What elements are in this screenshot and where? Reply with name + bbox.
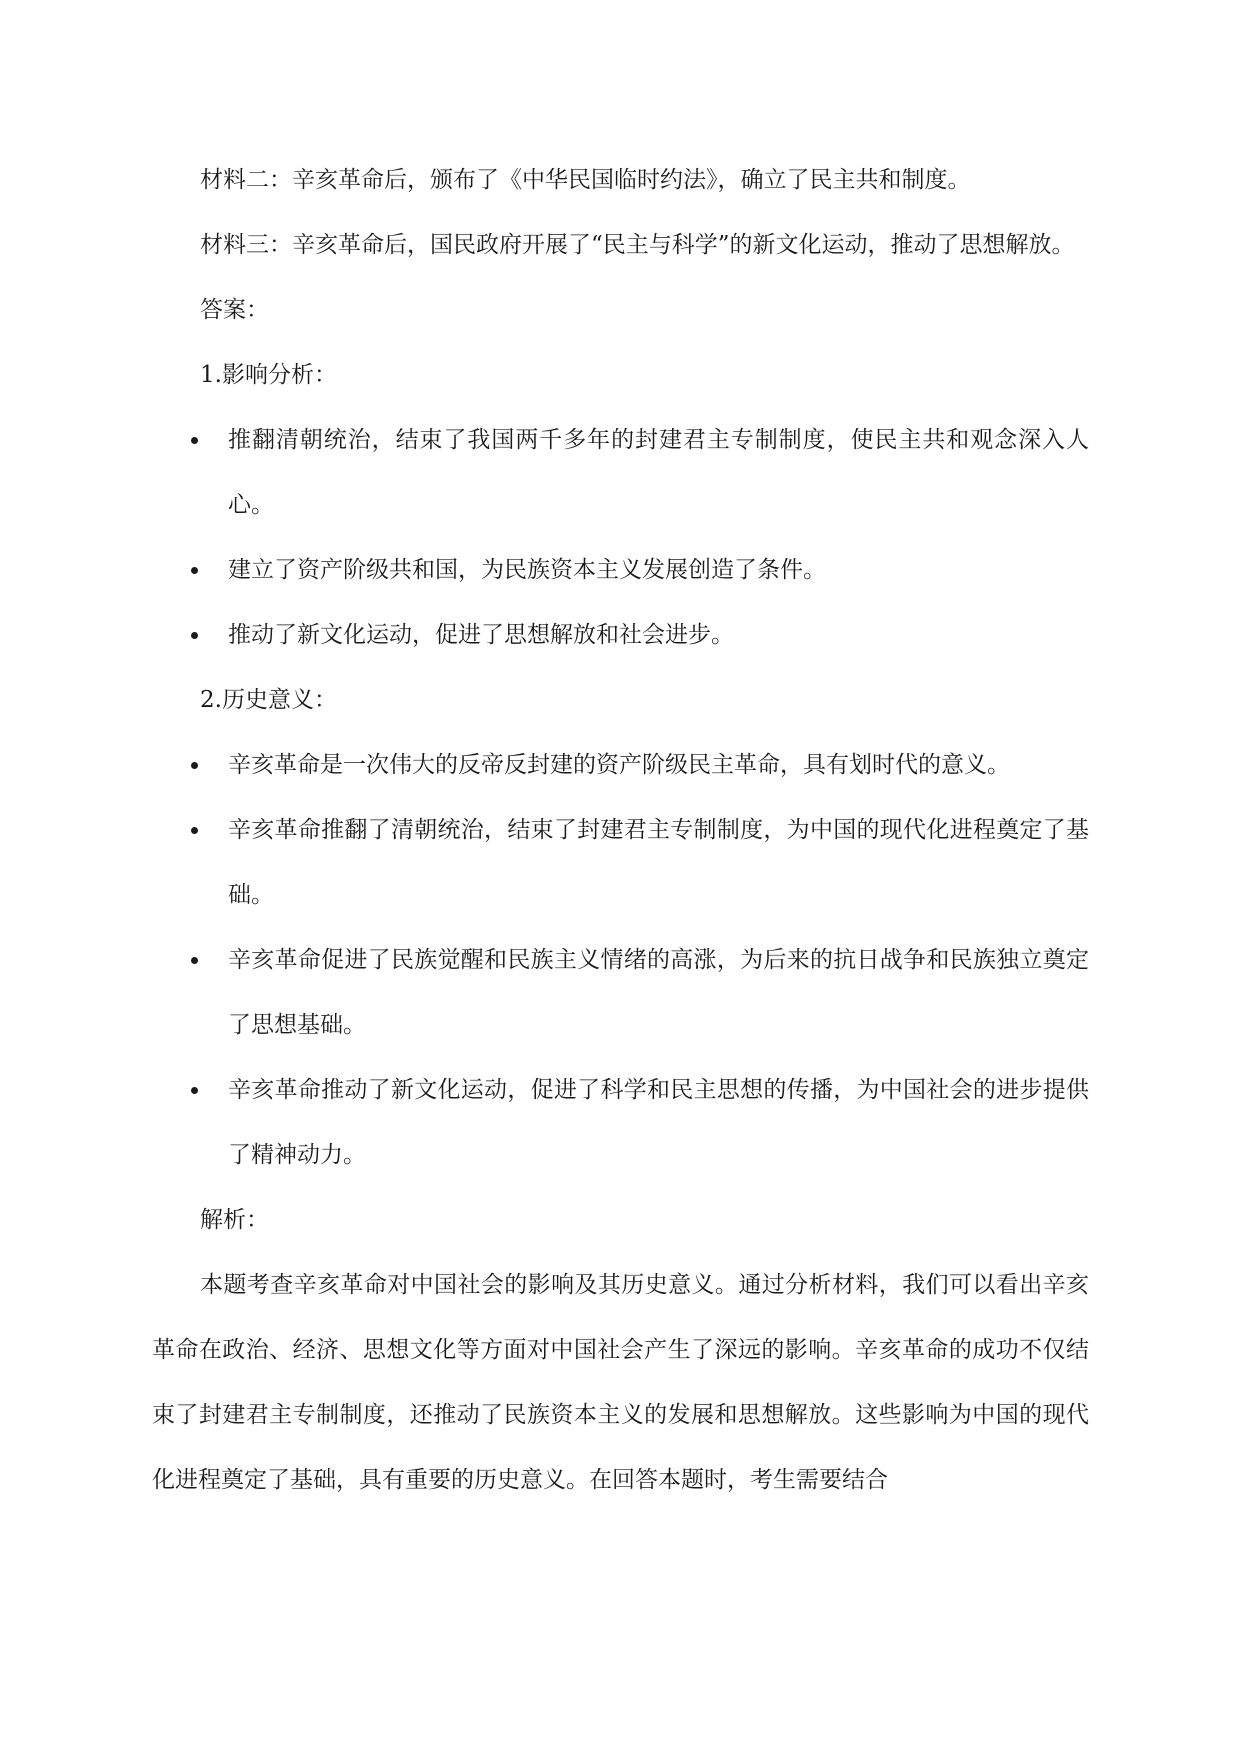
list-item: [152, 798, 1089, 928]
material-three-paragraph: 材料三：辛亥革命后，国民政府开展了“民主与科学”的新文化运动，推动了思想解放。: [200, 232, 1075, 258]
list-item: [152, 603, 1089, 668]
bullet-icon: [191, 762, 198, 769]
list-item: [152, 538, 1089, 603]
answer-label: 答案：: [200, 297, 269, 323]
list-item-text: 推动了新文化运动，促进了思想解放和社会进步。: [228, 622, 734, 648]
list-item: [152, 733, 1089, 798]
list-item-text: 辛亥革命是一次伟大的反帝反封建的资产阶级民主革命，具有划时代的意义。: [228, 752, 1010, 778]
list-item: [152, 928, 1089, 1058]
list-item-text: 建立了资产阶级共和国，为民族资本主义发展创造了条件。: [228, 557, 826, 583]
analysis-label: 解析：: [200, 1207, 269, 1233]
bullet-icon: [191, 1087, 198, 1094]
bullet-icon: [191, 632, 198, 639]
material-two-paragraph: 材料二：辛亥革命后，颁布了《中华民国临时约法》，确立了民主共和制度。: [200, 167, 971, 193]
list-item-text: 推翻清朝统治，结束了我国两千多年的封建君主专制制度，使民主共和观念深入人心。: [228, 427, 1089, 518]
bullet-icon: [191, 567, 198, 574]
list-item-text: 辛亥革命推翻了清朝统治，结束了封建君主专制制度，为中国的现代化进程奠定了基础。: [228, 817, 1089, 908]
bullet-icon: [191, 437, 198, 444]
bullet-icon: [191, 957, 198, 964]
bullet-icon: [191, 827, 198, 834]
list-item-text: 辛亥革命推动了新文化运动，促进了科学和民主思想的传播，为中国社会的进步提供了精神动力。: [228, 1077, 1089, 1168]
list-item: [152, 408, 1089, 538]
significance-list: [152, 733, 1089, 1188]
list-item-text: 辛亥革命促进了民族觉醒和民族主义情绪的高涨，为后来的抗日战争和民族独立奠定了思想基础。: [228, 947, 1089, 1038]
analysis-paragraph: 本题考查辛亥革命对中国社会的影响及其历史意义。通过分析材料，我们可以看出辛亥革命在政治、经济、思想文化等方面对中国社会产生了深远的影响。辛亥革命的成功不仅结束了封建君主专制制度，还推动了民族资本主义的发展和思想解放。这些影响为中国的现代化进程奠定了基础，具有重要的历史意义。在回答本题时，考生需要结合: [152, 1272, 1089, 1493]
list-item: [152, 1058, 1089, 1188]
document-body: [152, 148, 1089, 1513]
impact-list: [152, 408, 1089, 668]
section-significance-title: 2.历史意义：: [200, 687, 337, 713]
section-impact-title: 1.影响分析：: [200, 362, 337, 388]
